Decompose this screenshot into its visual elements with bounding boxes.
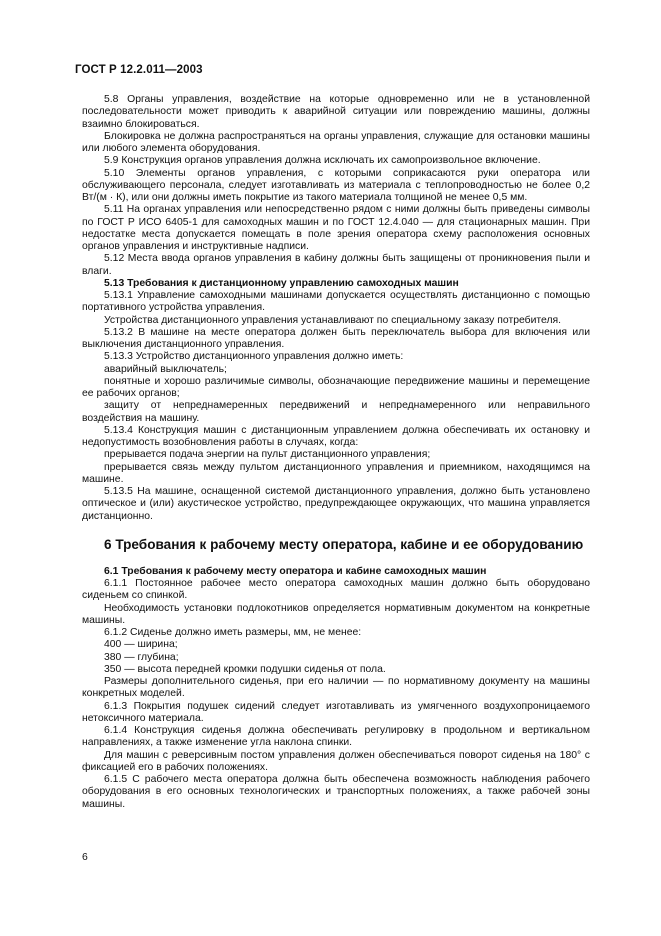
list-item: аварийный выключатель; — [104, 363, 227, 375]
paragraph: Устройства дистанционного управления устанавливают по специальному заказу потребителя. — [104, 314, 562, 326]
paragraph: 5.11 На органах управления или непосредственно рядом с ними должны быть приведены символы по ГОСТ Р ИСО 6405-1 для самоходных машин и по ГОСТ 12.4.040 — для стационарных машин. При недостатке места допускается помещать в поле зрения оператора схему расположения основных органов управления и инструктивные надписи. — [82, 204, 590, 252]
paragraph: 5.9 Конструкция органов управления должна исключать их самопроизвольное включение. — [104, 155, 541, 167]
paragraph: 6.1.4 Конструкция сиденья должна обеспечивать регулировку в продольном и вертикальном направлениях, а также изменение угла наклона спинки. — [82, 725, 590, 749]
paragraph: 5.8 Органы управления, воздействие на которые одновременно или не в установленной последовательности может приводить к аварийной ситуации или повреждению машины, должны взаимно блокироваться. — [82, 94, 590, 130]
section-heading-6: 6 Требования к рабочему месту оператора, кабине и ее оборудованию — [104, 536, 584, 552]
document-header: ГОСТ Р 12.2.011—2003 — [75, 64, 203, 76]
paragraph: Размеры дополнительного сиденья, при его наличии — по нормативному документу на машины конкретных моделей. — [82, 676, 590, 700]
paragraph: 5.10 Элементы органов управления, с которыми соприкасаются руки оператора или обслуживающего персонала, следует изготавливать из материала с теплопроводностью не более 0,2 Вт/(м · К), или они должны иметь покрытие из такого материала толщиной не менее 0,5 мм. — [82, 167, 590, 203]
paragraph: Для машин с реверсивным постом управления должен обеспечиваться поворот сиденья на 180° с фиксацией его в рабочих положениях. — [82, 749, 590, 773]
list-item: прерывается подача энергии на пульт дистанционного управления; — [104, 449, 431, 461]
page-number: 6 — [82, 852, 88, 863]
list-item: 380 — глубина; — [104, 651, 179, 663]
paragraph: 5.13.1 Управление самоходными машинами допускается осуществлять дистанционно с помощью портативного устройства управления. — [82, 290, 590, 314]
paragraph: 6.1.3 Покрытия подушек сидений следует изготавливать из умягченного воздухопроницаемого нетоксичного материала. — [82, 700, 590, 724]
subsection-heading-6-1: 6.1 Требования к рабочему месту оператора и кабине самоходных машин — [104, 565, 487, 577]
paragraph: 5.12 Места ввода органов управления в кабину должны быть защищены от проникновения пыли и влаги. — [82, 253, 590, 277]
paragraph: Необходимость установки подлокотников определяется нормативным документом на конкретные машины. — [82, 602, 590, 626]
paragraph: 5.13.3 Устройство дистанционного управления должно иметь: — [104, 351, 404, 363]
paragraph: 5.13.2 В машине на месте оператора должен быть переключатель выбора для включения или выключения дистанционного управления. — [82, 326, 590, 350]
list-item: защиту от непреднамеренных передвижений и непреднамеренного или неправильного воздействия на машину. — [82, 400, 590, 424]
list-item: 350 — высота передней кромки подушки сиденья от пола. — [104, 663, 386, 675]
paragraph: Блокировка не должна распространяться на органы управления, служащие для остановки машины или любого элемента оборудования. — [82, 130, 590, 154]
subsection-heading-5-13: 5.13 Требования к дистанционному управлению самоходных машин — [104, 277, 459, 289]
list-item: 400 — ширина; — [104, 639, 178, 651]
paragraph: 5.13.5 На машине, оснащенной системой дистанционного управления, должно быть установлено оптическое и (или) акустическое устройство, предупреждающее окружающих, что машина управляется дистанционно. — [82, 486, 590, 522]
paragraph: 6.1.1 Постоянное рабочее место оператора самоходных машин должно быть оборудовано сиденьем со спинкой. — [82, 578, 590, 602]
paragraph: 6.1.5 С рабочего места оператора должна быть обеспечена возможность наблюдения рабочего оборудования в его основных технологических и транспортных положениях, а также рабочей зоны машины. — [82, 774, 590, 810]
list-item: прерывается связь между пультом дистанционного управления и приемником, находящимся на машине. — [82, 461, 590, 485]
paragraph: 6.1.2 Сиденье должно иметь размеры, мм, не менее: — [104, 627, 362, 638]
list-item: понятные и хорошо различимые символы, обозначающие передвижение машины и перемещение ее рабочих органов; — [82, 375, 590, 399]
paragraph: 5.13.4 Конструкция машин с дистанционным управлением должна обеспечивать их остановку и недопустимость возобновления работы в случаях, когда: — [82, 424, 590, 448]
document-body — [82, 94, 590, 811]
